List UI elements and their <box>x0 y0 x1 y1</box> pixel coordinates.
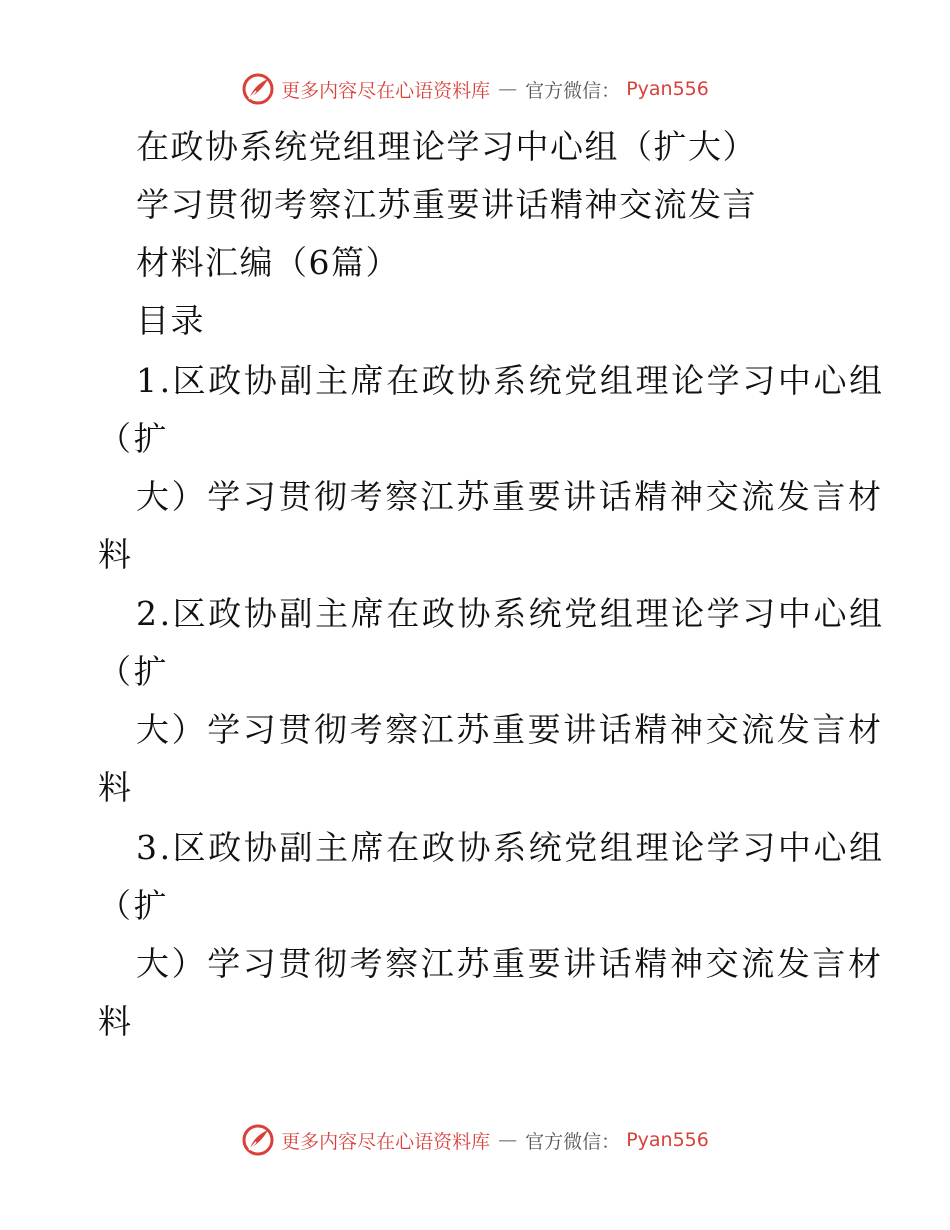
toc-item-2-line-3: 大）学习贯彻考察江苏重要讲话精神交流发言材 <box>136 710 884 749</box>
doc-title-line-1: 在政协系统党组理论学习中心组（扩大） <box>136 127 757 166</box>
watermark-wechat-label: 官方微信： <box>525 1130 621 1153</box>
watermark-text: 更多内容尽在心语资料库 <box>281 79 491 102</box>
toc-item-1-line-3: 大）学习贯彻考察江苏重要讲话精神交流发言材 <box>136 477 884 516</box>
toc-item-2-line-4: 料 <box>98 768 134 807</box>
watermark-wechat-id: Pyan556 <box>626 1129 709 1151</box>
toc-heading: 目录 <box>136 301 205 340</box>
header-watermark <box>0 72 950 106</box>
watermark-separator: — <box>498 1129 518 1151</box>
doc-title-line-2: 学习贯彻考察江苏重要讲话精神交流发言 <box>136 185 757 224</box>
feather-pen-logo-icon <box>241 1123 275 1157</box>
watermark-wechat-id: Pyan556 <box>626 78 709 100</box>
toc-item-1-line-1: 1.区政协副主席在政协系统党组理论学习中心组 <box>136 361 885 400</box>
toc-item-3-line-2: （扩 <box>98 886 170 925</box>
toc-item-2-line-2: （扩 <box>98 652 170 691</box>
toc-item-3-line-1: 3.区政协副主席在政协系统党组理论学习中心组 <box>136 828 885 867</box>
doc-title-line-3: 材料汇编（6篇） <box>136 243 400 282</box>
toc-item-2-line-1: 2.区政协副主席在政协系统党组理论学习中心组 <box>136 594 885 633</box>
footer-watermark <box>0 1123 950 1157</box>
toc-item-3-line-3: 大）学习贯彻考察江苏重要讲话精神交流发言材 <box>136 944 884 983</box>
toc-item-1-line-2: （扩 <box>98 419 170 458</box>
watermark-separator: — <box>498 78 518 100</box>
toc-item-1-line-4: 料 <box>98 535 134 574</box>
feather-pen-logo-icon <box>241 72 275 106</box>
toc-item-3-line-4: 料 <box>98 1002 134 1041</box>
watermark-text: 更多内容尽在心语资料库 <box>281 1130 491 1153</box>
watermark-wechat-label: 官方微信： <box>525 79 621 102</box>
